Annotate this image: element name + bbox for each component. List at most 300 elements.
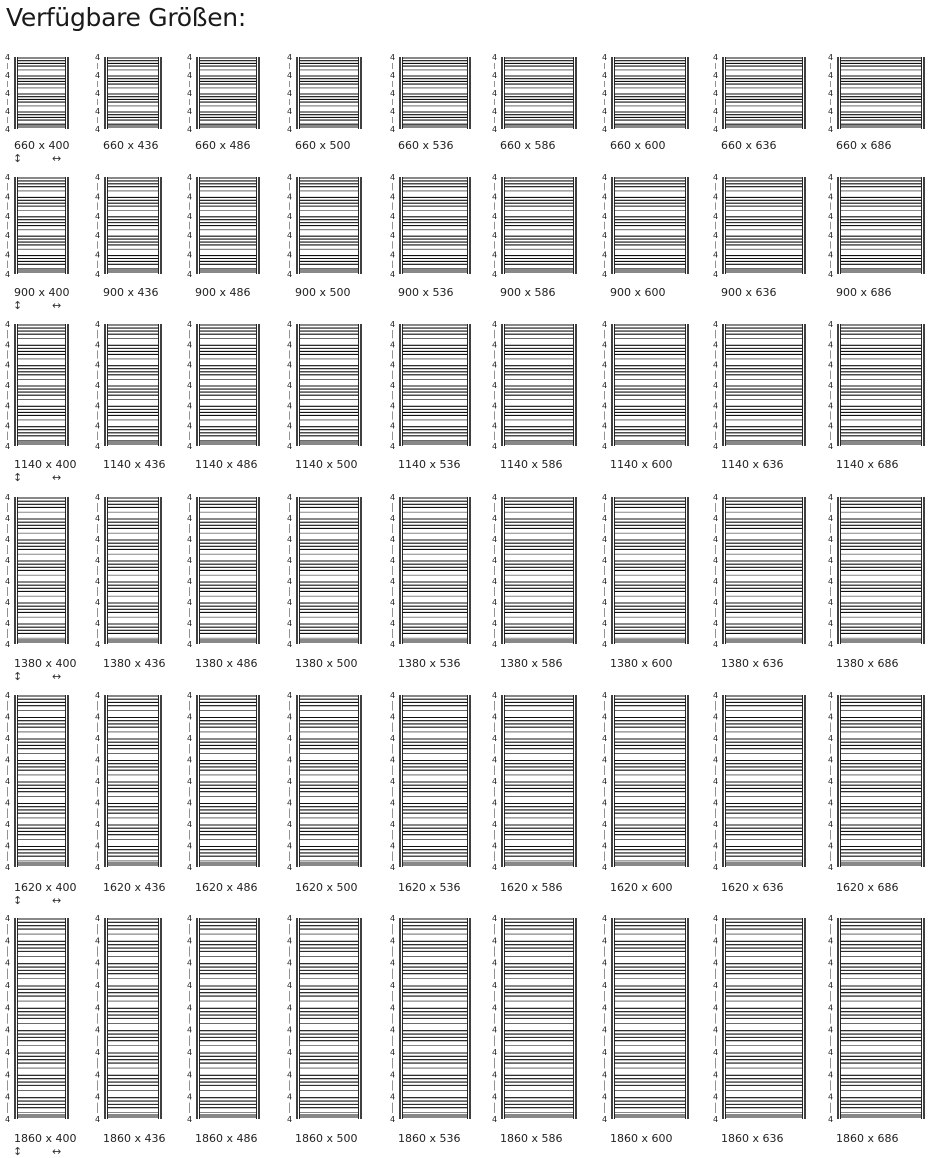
radiator-drawing	[187, 691, 261, 872]
section-count-label: 4	[390, 340, 396, 350]
section-count-label: 4	[5, 340, 11, 350]
section-count-label: 4	[602, 442, 608, 451]
section-count-label: 4	[287, 340, 293, 350]
section-count-label: 4	[187, 1003, 193, 1013]
section-count-label: 4	[713, 493, 719, 502]
section-count-label: 4	[187, 712, 193, 722]
section-count-label: 4	[5, 777, 11, 786]
height-arrow-icon: ↕	[13, 299, 23, 312]
section-count-label: 4	[95, 71, 101, 80]
section-count-label: 4	[713, 192, 719, 202]
radiator-svg	[5, 320, 70, 451]
section-count-label: 4	[390, 777, 396, 786]
section-count-label: 4	[187, 421, 193, 431]
section-count-label: 4	[95, 1092, 101, 1102]
size-label: 660 x 686	[836, 139, 892, 152]
section-count-label: 4	[492, 381, 498, 390]
section-count-label: 4	[713, 556, 719, 565]
size-label: 1140 x 436	[103, 458, 166, 471]
section-count-label: 4	[828, 820, 834, 829]
size-label: 1620 x 686	[836, 881, 899, 894]
radiator-svg	[602, 691, 690, 872]
section-count-label: 4	[95, 712, 101, 722]
size-label: 1140 x 500	[295, 458, 358, 471]
section-count-label: 4	[492, 320, 498, 329]
section-count-label: 4	[287, 125, 293, 134]
section-count-label: 4	[5, 125, 11, 134]
section-count-label: 4	[492, 556, 498, 565]
section-count-label: 4	[95, 1070, 101, 1080]
section-count-label: 4	[95, 914, 101, 923]
section-count-label: 4	[390, 535, 396, 544]
radiator-svg	[187, 173, 261, 279]
section-count-label: 4	[187, 107, 193, 116]
size-label: 1380 x 586	[500, 657, 563, 670]
radiator-svg	[492, 691, 578, 872]
section-count-label: 4	[390, 1070, 396, 1080]
section-count-label: 4	[828, 340, 834, 350]
radiator-drawing	[187, 914, 261, 1124]
section-count-label: 4	[713, 691, 719, 700]
section-count-label: 4	[287, 1048, 293, 1057]
section-count-label: 4	[5, 231, 11, 241]
radiator-drawing	[5, 691, 70, 872]
section-count-label: 4	[602, 777, 608, 786]
section-count-label: 4	[828, 421, 834, 431]
section-count-label: 4	[492, 211, 498, 221]
section-count-label: 4	[492, 755, 498, 765]
section-count-label: 4	[95, 421, 101, 431]
section-count-label: 4	[828, 798, 834, 808]
radiator-drawing	[713, 173, 807, 279]
width-arrow-icon: ↔	[52, 152, 62, 165]
radiator-svg	[95, 53, 163, 134]
section-count-label: 4	[187, 381, 193, 390]
size-label: 900 x 686	[836, 286, 892, 299]
section-count-label: 4	[713, 863, 719, 872]
section-count-label: 4	[713, 1003, 719, 1013]
radiator-svg	[713, 320, 807, 451]
section-count-label: 4	[602, 1048, 608, 1057]
section-count-label: 4	[95, 598, 101, 607]
size-label: 1380 x 636	[721, 657, 784, 670]
size-label: 660 x 486	[195, 139, 251, 152]
size-label: 900 x 600	[610, 286, 666, 299]
section-count-label: 4	[390, 107, 396, 116]
radiator-drawing	[828, 173, 926, 279]
radiator-drawing	[390, 691, 472, 872]
section-count-label: 4	[95, 1025, 101, 1035]
section-count-label: 4	[390, 577, 396, 586]
size-label: 1620 x 400	[14, 881, 77, 894]
section-count-label: 4	[5, 1003, 11, 1013]
radiator-svg	[287, 173, 363, 279]
section-count-label: 4	[187, 250, 193, 260]
section-count-label: 4	[828, 125, 834, 134]
section-count-label: 4	[602, 381, 608, 390]
section-count-label: 4	[492, 192, 498, 202]
section-count-label: 4	[602, 493, 608, 502]
size-label: 1380 x 400	[14, 657, 77, 670]
section-count-label: 4	[187, 1048, 193, 1057]
section-count-label: 4	[390, 755, 396, 765]
radiator-svg	[390, 173, 472, 279]
section-count-label: 4	[287, 421, 293, 431]
section-count-label: 4	[187, 958, 193, 968]
section-count-label: 4	[287, 691, 293, 700]
section-count-label: 4	[492, 340, 498, 350]
section-count-label: 4	[390, 914, 396, 923]
section-count-label: 4	[602, 53, 608, 62]
section-count-label: 4	[713, 89, 719, 98]
section-count-label: 4	[95, 691, 101, 700]
radiator-svg	[602, 914, 690, 1124]
section-count-label: 4	[5, 820, 11, 829]
section-count-label: 4	[492, 270, 498, 279]
section-count-label: 4	[95, 340, 101, 350]
section-count-label: 4	[287, 734, 293, 743]
size-label: 1380 x 600	[610, 657, 673, 670]
section-count-label: 4	[492, 250, 498, 260]
radiator-svg	[187, 320, 261, 451]
section-count-label: 4	[390, 981, 396, 990]
section-count-label: 4	[828, 619, 834, 628]
section-count-label: 4	[5, 1025, 11, 1035]
section-count-label: 4	[287, 1025, 293, 1035]
radiator-svg	[287, 691, 363, 872]
section-count-label: 4	[828, 981, 834, 990]
size-label: 900 x 636	[721, 286, 777, 299]
section-count-label: 4	[287, 798, 293, 808]
section-count-label: 4	[602, 1025, 608, 1035]
size-label: 900 x 486	[195, 286, 251, 299]
height-arrow-icon: ↕	[13, 670, 23, 683]
size-label: 1140 x 586	[500, 458, 563, 471]
section-count-label: 4	[5, 421, 11, 431]
section-count-label: 4	[287, 820, 293, 829]
section-count-label: 4	[492, 1115, 498, 1124]
section-count-label: 4	[602, 1070, 608, 1080]
section-count-label: 4	[5, 53, 11, 62]
section-count-label: 4	[287, 89, 293, 98]
section-count-label: 4	[713, 320, 719, 329]
section-count-label: 4	[713, 211, 719, 221]
section-count-label: 4	[287, 71, 293, 80]
section-count-label: 4	[828, 914, 834, 923]
section-count-label: 4	[713, 577, 719, 586]
section-count-label: 4	[602, 640, 608, 649]
section-count-label: 4	[95, 535, 101, 544]
size-label: 1860 x 536	[398, 1132, 461, 1145]
section-count-label: 4	[5, 89, 11, 98]
section-count-label: 4	[492, 514, 498, 523]
section-count-label: 4	[187, 53, 193, 62]
section-count-label: 4	[713, 173, 719, 182]
section-count-label: 4	[187, 270, 193, 279]
section-count-label: 4	[828, 1070, 834, 1080]
radiator-drawing	[187, 53, 261, 134]
section-count-label: 4	[713, 640, 719, 649]
section-count-label: 4	[287, 250, 293, 260]
section-count-label: 4	[287, 401, 293, 411]
section-count-label: 4	[602, 514, 608, 523]
section-count-label: 4	[390, 863, 396, 872]
radiator-drawing	[287, 320, 363, 451]
section-count-label: 4	[492, 936, 498, 946]
section-count-label: 4	[828, 211, 834, 221]
section-count-label: 4	[713, 734, 719, 743]
section-count-label: 4	[492, 1070, 498, 1080]
section-count-label: 4	[390, 1115, 396, 1124]
section-count-label: 4	[602, 619, 608, 628]
section-count-label: 4	[602, 535, 608, 544]
section-count-label: 4	[390, 619, 396, 628]
section-count-label: 4	[187, 320, 193, 329]
section-count-label: 4	[492, 535, 498, 544]
radiator-svg	[187, 53, 261, 134]
section-count-label: 4	[95, 619, 101, 628]
section-count-label: 4	[828, 192, 834, 202]
section-count-label: 4	[95, 798, 101, 808]
section-count-label: 4	[5, 598, 11, 607]
section-count-label: 4	[187, 535, 193, 544]
section-count-label: 4	[602, 192, 608, 202]
width-arrow-icon: ↔	[52, 471, 62, 484]
section-count-label: 4	[390, 640, 396, 649]
section-count-label: 4	[5, 841, 11, 851]
radiator-svg	[713, 691, 807, 872]
section-count-label: 4	[492, 1003, 498, 1013]
section-count-label: 4	[187, 936, 193, 946]
section-count-label: 4	[187, 340, 193, 350]
radiator-svg	[713, 914, 807, 1124]
section-count-label: 4	[5, 211, 11, 221]
section-count-label: 4	[187, 777, 193, 786]
section-count-label: 4	[390, 1003, 396, 1013]
size-label: 1860 x 486	[195, 1132, 258, 1145]
radiator-drawing	[390, 914, 472, 1124]
radiator-svg	[602, 493, 690, 649]
section-count-label: 4	[287, 493, 293, 502]
section-count-label: 4	[187, 598, 193, 607]
section-count-label: 4	[287, 442, 293, 451]
section-count-label: 4	[602, 556, 608, 565]
section-count-label: 4	[5, 173, 11, 182]
section-count-label: 4	[602, 798, 608, 808]
section-count-label: 4	[5, 914, 11, 923]
section-count-label: 4	[187, 514, 193, 523]
section-count-label: 4	[287, 173, 293, 182]
radiator-drawing	[95, 53, 163, 134]
radiator-svg	[287, 320, 363, 451]
radiator-svg	[713, 493, 807, 649]
radiator-drawing	[95, 320, 163, 451]
size-label: 900 x 500	[295, 286, 351, 299]
section-count-label: 4	[95, 820, 101, 829]
section-count-label: 4	[713, 107, 719, 116]
section-count-label: 4	[5, 381, 11, 390]
section-count-label: 4	[828, 1048, 834, 1057]
section-count-label: 4	[713, 514, 719, 523]
section-count-label: 4	[602, 107, 608, 116]
section-count-label: 4	[5, 401, 11, 411]
section-count-label: 4	[492, 958, 498, 968]
section-count-label: 4	[602, 841, 608, 851]
radiator-svg	[492, 493, 578, 649]
radiator-svg	[187, 493, 261, 649]
section-count-label: 4	[602, 401, 608, 411]
radiator-drawing	[492, 691, 578, 872]
radiator-drawing	[713, 493, 807, 649]
size-label: 1620 x 500	[295, 881, 358, 894]
section-count-label: 4	[287, 1003, 293, 1013]
section-count-label: 4	[287, 270, 293, 279]
size-label: 660 x 636	[721, 139, 777, 152]
section-count-label: 4	[187, 442, 193, 451]
size-label: 1860 x 600	[610, 1132, 673, 1145]
section-count-label: 4	[287, 320, 293, 329]
section-count-label: 4	[95, 958, 101, 968]
section-count-label: 4	[492, 442, 498, 451]
section-count-label: 4	[95, 107, 101, 116]
radiator-svg	[828, 173, 926, 279]
radiator-svg	[828, 493, 926, 649]
radiator-svg	[492, 914, 578, 1124]
section-count-label: 4	[287, 556, 293, 565]
size-label: 1380 x 500	[295, 657, 358, 670]
section-count-label: 4	[95, 755, 101, 765]
section-count-label: 4	[390, 936, 396, 946]
radiator-svg	[713, 173, 807, 279]
size-label: 1860 x 500	[295, 1132, 358, 1145]
section-count-label: 4	[492, 691, 498, 700]
section-count-label: 4	[287, 1115, 293, 1124]
width-arrow-icon: ↔	[52, 894, 62, 907]
section-count-label: 4	[5, 640, 11, 649]
size-label: 1860 x 436	[103, 1132, 166, 1145]
section-count-label: 4	[713, 777, 719, 786]
section-count-label: 4	[5, 958, 11, 968]
section-count-label: 4	[713, 1070, 719, 1080]
radiator-svg	[390, 493, 472, 649]
section-count-label: 4	[390, 360, 396, 370]
section-count-label: 4	[390, 401, 396, 411]
section-count-label: 4	[492, 1025, 498, 1035]
section-count-label: 4	[5, 107, 11, 116]
radiator-svg	[287, 914, 363, 1124]
radiator-svg	[187, 914, 261, 1124]
section-count-label: 4	[5, 1070, 11, 1080]
section-count-label: 4	[287, 914, 293, 923]
height-arrow-icon: ↕	[13, 152, 23, 165]
section-count-label: 4	[713, 1048, 719, 1057]
section-count-label: 4	[492, 640, 498, 649]
size-label: 1620 x 600	[610, 881, 673, 894]
page-title: Verfügbare Größen:	[6, 3, 246, 32]
radiator-drawing	[287, 691, 363, 872]
section-count-label: 4	[95, 777, 101, 786]
radiator-drawing	[828, 53, 926, 134]
section-count-label: 4	[187, 863, 193, 872]
section-count-label: 4	[828, 270, 834, 279]
width-arrow-icon: ↔	[52, 1145, 62, 1158]
section-count-label: 4	[492, 1048, 498, 1057]
section-count-label: 4	[95, 320, 101, 329]
radiator-svg	[390, 691, 472, 872]
section-count-label: 4	[713, 820, 719, 829]
section-count-label: 4	[95, 401, 101, 411]
section-count-label: 4	[95, 173, 101, 182]
radiator-drawing	[602, 914, 690, 1124]
section-count-label: 4	[828, 514, 834, 523]
section-count-label: 4	[187, 914, 193, 923]
section-count-label: 4	[5, 320, 11, 329]
section-count-label: 4	[828, 401, 834, 411]
section-count-label: 4	[828, 577, 834, 586]
radiator-drawing	[602, 691, 690, 872]
section-count-label: 4	[390, 442, 396, 451]
section-count-label: 4	[828, 598, 834, 607]
section-count-label: 4	[95, 381, 101, 390]
size-label: 1620 x 586	[500, 881, 563, 894]
size-label: 1380 x 686	[836, 657, 899, 670]
section-count-label: 4	[187, 71, 193, 80]
section-count-label: 4	[390, 598, 396, 607]
size-label: 1140 x 600	[610, 458, 673, 471]
radiator-drawing	[828, 914, 926, 1124]
section-count-label: 4	[713, 401, 719, 411]
section-count-label: 4	[5, 734, 11, 743]
radiator-drawing	[492, 493, 578, 649]
section-count-label: 4	[187, 1092, 193, 1102]
section-count-label: 4	[492, 619, 498, 628]
radiator-drawing	[602, 320, 690, 451]
section-count-label: 4	[95, 556, 101, 565]
section-count-label: 4	[187, 841, 193, 851]
section-count-label: 4	[602, 89, 608, 98]
section-count-label: 4	[713, 936, 719, 946]
section-count-label: 4	[287, 360, 293, 370]
section-count-label: 4	[187, 493, 193, 502]
section-count-label: 4	[187, 798, 193, 808]
section-count-label: 4	[713, 841, 719, 851]
section-count-label: 4	[95, 89, 101, 98]
radiator-svg	[492, 53, 578, 134]
section-count-label: 4	[828, 1092, 834, 1102]
section-count-label: 4	[713, 71, 719, 80]
radiator-svg	[95, 691, 163, 872]
section-count-label: 4	[713, 442, 719, 451]
section-count-label: 4	[287, 535, 293, 544]
section-count-label: 4	[5, 442, 11, 451]
section-count-label: 4	[602, 577, 608, 586]
section-count-label: 4	[5, 493, 11, 502]
section-count-label: 4	[828, 53, 834, 62]
section-count-label: 4	[602, 981, 608, 990]
section-count-label: 4	[713, 231, 719, 241]
size-label: 1140 x 400	[14, 458, 77, 471]
width-arrow-icon: ↔	[52, 670, 62, 683]
section-count-label: 4	[187, 1115, 193, 1124]
section-count-label: 4	[713, 798, 719, 808]
section-count-label: 4	[602, 1003, 608, 1013]
section-count-label: 4	[390, 125, 396, 134]
section-count-label: 4	[390, 958, 396, 968]
section-count-label: 4	[492, 798, 498, 808]
section-count-label: 4	[602, 958, 608, 968]
section-count-label: 4	[95, 211, 101, 221]
section-count-label: 4	[828, 1115, 834, 1124]
